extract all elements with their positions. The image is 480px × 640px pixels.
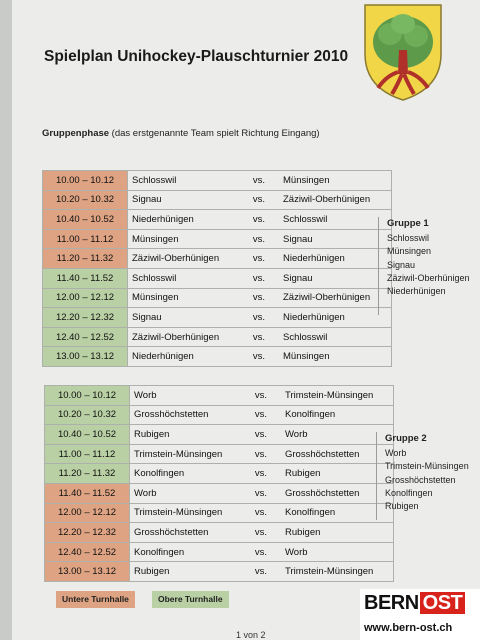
away-team: Münsingen bbox=[279, 347, 392, 367]
match-time: 12.40 – 12.52 bbox=[45, 542, 130, 562]
logo-bern: BERN bbox=[364, 592, 419, 614]
group-team-item: Signau bbox=[387, 259, 416, 270]
home-team: Worb bbox=[130, 386, 242, 406]
vs-label: vs. bbox=[241, 444, 281, 464]
group2-title: Gruppe 2 bbox=[385, 433, 427, 444]
match-row bbox=[45, 405, 394, 425]
group-team-item: Rubigen bbox=[385, 501, 419, 512]
vs-label: vs. bbox=[239, 190, 279, 210]
vs-label: vs. bbox=[239, 347, 279, 367]
home-team: Grosshöchstetten bbox=[130, 523, 242, 543]
home-team: Konolfingen bbox=[130, 542, 242, 562]
home-team: Trimstein-Münsingen bbox=[130, 444, 242, 464]
home-team: Zäziwil-Oberhünigen bbox=[128, 249, 240, 269]
home-team: Rubigen bbox=[130, 562, 242, 582]
match-time: 13.00 – 13.12 bbox=[43, 347, 128, 367]
group-team-item: Worb bbox=[385, 448, 407, 459]
phase-subtitle bbox=[42, 128, 320, 139]
away-team: Rubigen bbox=[281, 523, 394, 543]
phase-label: Gruppenphase bbox=[42, 128, 110, 139]
group-team-item: Trimstein-Münsingen bbox=[385, 461, 469, 472]
vs-label: vs. bbox=[241, 483, 281, 503]
match-row bbox=[43, 347, 392, 367]
away-team: Niederhünigen bbox=[279, 308, 392, 328]
page-title: Spielplan Unihockey-Plauschturnier 2010 bbox=[44, 48, 349, 65]
home-team: Niederhünigen bbox=[128, 210, 240, 230]
match-row bbox=[43, 308, 392, 328]
away-team: Grosshöchstetten bbox=[281, 444, 394, 464]
match-time: 11.40 – 11.52 bbox=[43, 268, 128, 288]
match-row bbox=[43, 190, 392, 210]
home-team: Niederhünigen bbox=[128, 347, 240, 367]
away-team: Niederhünigen bbox=[279, 249, 392, 269]
match-time: 11.20 – 11.32 bbox=[43, 249, 128, 269]
match-row bbox=[43, 288, 392, 308]
match-time: 12.00 – 12.12 bbox=[45, 503, 130, 523]
home-team: Münsingen bbox=[128, 229, 240, 249]
vs-label: vs. bbox=[241, 386, 281, 406]
match-row bbox=[45, 542, 394, 562]
match-time: 12.20 – 12.32 bbox=[45, 523, 130, 543]
away-team: Schlosswil bbox=[279, 210, 392, 230]
legend-untere-turnhalle: Untere Turnhalle bbox=[56, 591, 135, 608]
away-team: Signau bbox=[279, 268, 392, 288]
match-time: 11.40 – 11.52 bbox=[45, 483, 130, 503]
home-team: Schlosswil bbox=[128, 171, 240, 191]
group2-schedule-table bbox=[44, 385, 394, 582]
match-time: 10.20 – 10.32 bbox=[45, 405, 130, 425]
home-team: Münsingen bbox=[128, 288, 240, 308]
group1-schedule-table bbox=[42, 170, 392, 367]
group-team-item: Zäziwil-Oberhünigen bbox=[387, 272, 470, 283]
vs-label: vs. bbox=[241, 464, 281, 484]
match-time: 10.40 – 10.52 bbox=[45, 425, 130, 445]
vs-label: vs. bbox=[239, 288, 279, 308]
away-team: Worb bbox=[281, 425, 394, 445]
page-number: 1 von 2 bbox=[236, 630, 266, 640]
vs-label: vs. bbox=[241, 503, 281, 523]
away-team: Trimstein-Münsingen bbox=[281, 562, 394, 582]
match-time: 11.00 – 11.12 bbox=[45, 444, 130, 464]
match-row bbox=[43, 327, 392, 347]
away-team: Trimstein-Münsingen bbox=[281, 386, 394, 406]
vs-label: vs. bbox=[239, 268, 279, 288]
match-time: 12.20 – 12.32 bbox=[43, 308, 128, 328]
vs-label: vs. bbox=[239, 229, 279, 249]
vs-label: vs. bbox=[241, 425, 281, 445]
group2-teams-box bbox=[376, 432, 469, 520]
group-team-item: Grosshöchstetten bbox=[385, 474, 456, 485]
match-row bbox=[45, 483, 394, 503]
match-row bbox=[45, 523, 394, 543]
away-team: Signau bbox=[279, 229, 392, 249]
away-team: Zäziwil-Oberhünigen bbox=[279, 288, 392, 308]
home-team: Schlosswil bbox=[128, 268, 240, 288]
logo-url: www.bern-ost.ch bbox=[364, 622, 453, 634]
home-team: Rubigen bbox=[130, 425, 242, 445]
home-team: Trimstein-Münsingen bbox=[130, 503, 242, 523]
legend-obere-turnhalle: Obere Turnhalle bbox=[152, 591, 229, 608]
away-team: Worb bbox=[281, 542, 394, 562]
match-row bbox=[45, 425, 394, 445]
match-time: 12.00 – 12.12 bbox=[43, 288, 128, 308]
home-team: Grosshöchstetten bbox=[130, 405, 242, 425]
match-row bbox=[45, 444, 394, 464]
municipal-crest-icon bbox=[362, 2, 444, 102]
match-row bbox=[43, 210, 392, 230]
group1-title: Gruppe 1 bbox=[387, 218, 429, 229]
away-team: Konolfingen bbox=[281, 503, 394, 523]
bern-ost-logo bbox=[360, 589, 480, 640]
home-team: Worb bbox=[130, 483, 242, 503]
match-row bbox=[43, 268, 392, 288]
logo-wordmark bbox=[364, 592, 465, 615]
away-team: Zäziwil-Oberhünigen bbox=[279, 190, 392, 210]
vs-label: vs. bbox=[239, 249, 279, 269]
away-team: Rubigen bbox=[281, 464, 394, 484]
group1-teams-box bbox=[378, 217, 470, 315]
home-team: Zäziwil-Oberhünigen bbox=[128, 327, 240, 347]
match-time: 10.40 – 10.52 bbox=[43, 210, 128, 230]
match-time: 11.20 – 11.32 bbox=[45, 464, 130, 484]
vs-label: vs. bbox=[239, 327, 279, 347]
vs-label: vs. bbox=[241, 542, 281, 562]
vs-label: vs. bbox=[239, 308, 279, 328]
home-team: Konolfingen bbox=[130, 464, 242, 484]
group-team-item: Münsingen bbox=[387, 246, 432, 257]
match-time: 11.00 – 11.12 bbox=[43, 229, 128, 249]
away-team: Schlosswil bbox=[279, 327, 392, 347]
match-time: 10.20 – 10.32 bbox=[43, 190, 128, 210]
group-team-item: Konolfingen bbox=[385, 487, 433, 498]
phase-note: (das erstgenannte Team spielt Richtung Eingang) bbox=[109, 128, 320, 139]
group-team-item: Schlosswil bbox=[387, 233, 430, 244]
match-time: 13.00 – 13.12 bbox=[45, 562, 130, 582]
match-row bbox=[45, 562, 394, 582]
home-team: Signau bbox=[128, 308, 240, 328]
match-row bbox=[43, 229, 392, 249]
match-row bbox=[43, 171, 392, 191]
away-team: Münsingen bbox=[279, 171, 392, 191]
group-team-item: Niederhünigen bbox=[387, 286, 446, 297]
match-row bbox=[43, 249, 392, 269]
match-row bbox=[45, 386, 394, 406]
away-team: Konolfingen bbox=[281, 405, 394, 425]
home-team: Signau bbox=[128, 190, 240, 210]
vs-label: vs. bbox=[239, 210, 279, 230]
match-row bbox=[45, 464, 394, 484]
away-team: Grosshöchstetten bbox=[281, 483, 394, 503]
match-time: 10.00 – 10.12 bbox=[43, 171, 128, 191]
vs-label: vs. bbox=[239, 171, 279, 191]
match-time: 10.00 – 10.12 bbox=[45, 386, 130, 406]
match-time: 12.40 – 12.52 bbox=[43, 327, 128, 347]
vs-label: vs. bbox=[241, 523, 281, 543]
match-row bbox=[45, 503, 394, 523]
vs-label: vs. bbox=[241, 562, 281, 582]
vs-label: vs. bbox=[241, 405, 281, 425]
logo-ost: OST bbox=[420, 592, 466, 614]
